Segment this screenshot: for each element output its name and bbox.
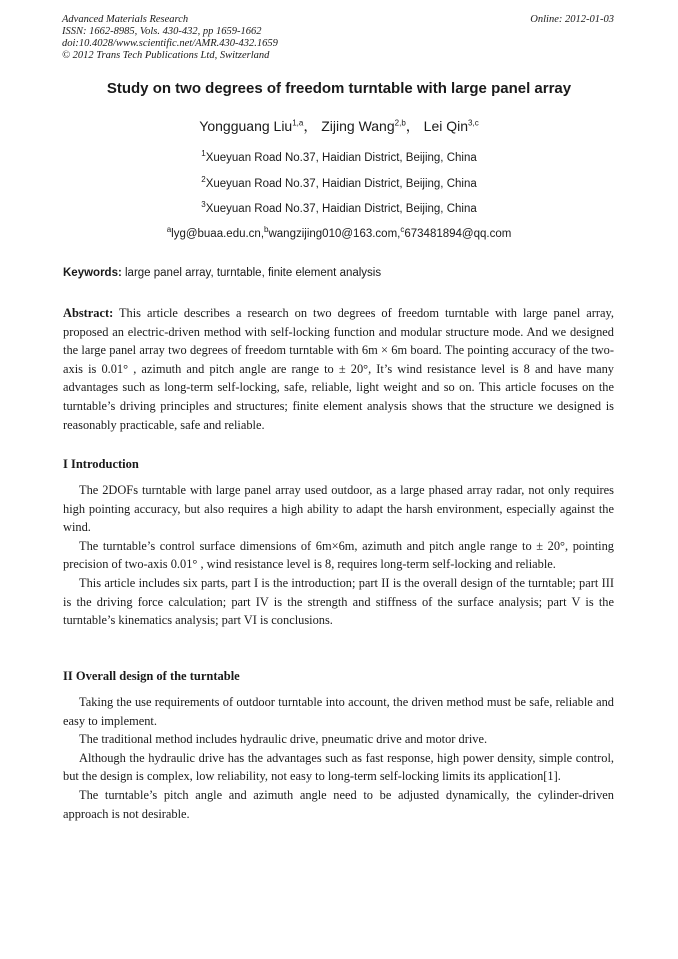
- author-name: Zijing Wang: [321, 118, 395, 134]
- affiliation-1: [0, 149, 678, 164]
- copyright-line: © 2012 Trans Tech Publications Ltd, Switzerland: [62, 50, 270, 61]
- affiliation-text: Xueyuan Road No.37, Haidian District, Beijing, China: [205, 178, 477, 190]
- affiliation-3: [0, 200, 678, 215]
- abstract-label: Abstract:: [63, 306, 114, 320]
- email-sup: c: [400, 225, 405, 235]
- overall-design-body: [63, 693, 614, 823]
- paragraph: The 2DOFs turntable with large panel array used outdoor, as a large phased array radar, not only requires high pointing accuracy, but also requires a high ability to adapt the harsh environment, especially against the wind.: [63, 483, 614, 535]
- affiliation-sup: 1: [201, 149, 206, 159]
- doi-line: doi:10.4028/www.scientific.net/AMR.430-432.1659: [62, 38, 278, 49]
- email-address[interactable]: 673481894@qq.com: [404, 228, 512, 240]
- author-separator: ，: [303, 118, 318, 134]
- paragraph: Taking the use requirements of outdoor turntable into account, the driven method must be safe, reliable and easy to implement.: [63, 695, 614, 728]
- affiliation-text: Xueyuan Road No.37, Haidian District, Beijing, China: [205, 203, 477, 215]
- paragraph: The traditional method includes hydraulic drive, pneumatic drive and motor drive.: [79, 732, 488, 747]
- issn-line: ISSN: 1662-8985, Vols. 430-432, pp 1659-1662: [62, 26, 262, 37]
- keywords-label: Keywords:: [63, 267, 122, 279]
- abstract-text: This article describes a research on two degrees of freedom turntable with large panel array, proposed an electric-driven method with self-locking function and modular structure mode. And we designed the large panel array two degrees of freedom turntable with 6m × 6m board. The pointing accuracy of the two-axis is 0.01° , azimuth and pitch angle are range to ± 20°, It’s wind resistance level is 8 and have many advantages such as long-term self-locking, safe, reliable, light weight and so on. This article focuses on the turntable’s driving principles and structures; finite element analysis shows that the structure we designed is reasonably practicable, safe and reliable.: [63, 306, 614, 432]
- section-heading-overall-design: II Overall design of the turntable: [63, 669, 240, 683]
- author-sup: 2,b: [394, 118, 406, 128]
- paragraph: The turntable’s pitch angle and azimuth angle need to be adjusted dynamically, the cylinder-driven approach is not desirable.: [63, 787, 614, 821]
- journal-name: Advanced Materials Research: [62, 14, 189, 25]
- author-name: Yongguang Liu: [199, 118, 293, 134]
- page-header: [62, 14, 614, 62]
- keywords: [63, 267, 614, 279]
- paragraph: Although the hydraulic drive has the advantages such as fast response, high power density, simple control, but the design is complex, low reliability, not easy to long-term self-locking limits its application[1].: [63, 750, 614, 784]
- email-sup: a: [166, 225, 172, 235]
- affiliation-text: Xueyuan Road No.37, Haidian District, Beijing, China: [205, 152, 477, 164]
- affiliation-2: [0, 175, 678, 190]
- author-separator: ，: [405, 118, 420, 134]
- section-heading-introduction: I Introduction: [63, 457, 139, 471]
- paragraph: The turntable’s control surface dimensions of 6m×6m, azimuth and pitch angle range to ± 20°, pointing precision of two-axis 0.01° , wind resistance level is 8, requires long-term self-locking and reliable.: [63, 538, 614, 572]
- email-address[interactable]: wangzijing010@163.com,: [268, 228, 401, 240]
- author-sup: 1,a: [292, 118, 304, 128]
- author-list: [0, 116, 678, 136]
- paragraph: This article includes six parts, part I is the introduction; part II is the overall design of the turntable; part III is the driving force calculation; part IV is the strength and stiffness of the surface analysis; part V is the turntable’s kinematics analysis; part VI is conclusions.: [63, 575, 614, 628]
- affiliation-sup: 3: [201, 200, 206, 210]
- author-name: Lei Qin: [423, 118, 469, 134]
- email-address[interactable]: lyg@buaa.edu.cn,: [171, 228, 265, 240]
- introduction-body: [63, 481, 614, 630]
- paper-title: Study on two degrees of freedom turntable with large panel array: [106, 80, 572, 97]
- email-sup: b: [264, 225, 269, 235]
- email-list: [0, 225, 678, 240]
- online-date: Online: 2012-01-03: [530, 14, 614, 25]
- author-sup: 3,c: [468, 118, 479, 128]
- abstract: [63, 304, 614, 434]
- affiliation-sup: 2: [201, 175, 206, 185]
- keywords-text: large panel array, turntable, finite element analysis: [121, 267, 382, 279]
